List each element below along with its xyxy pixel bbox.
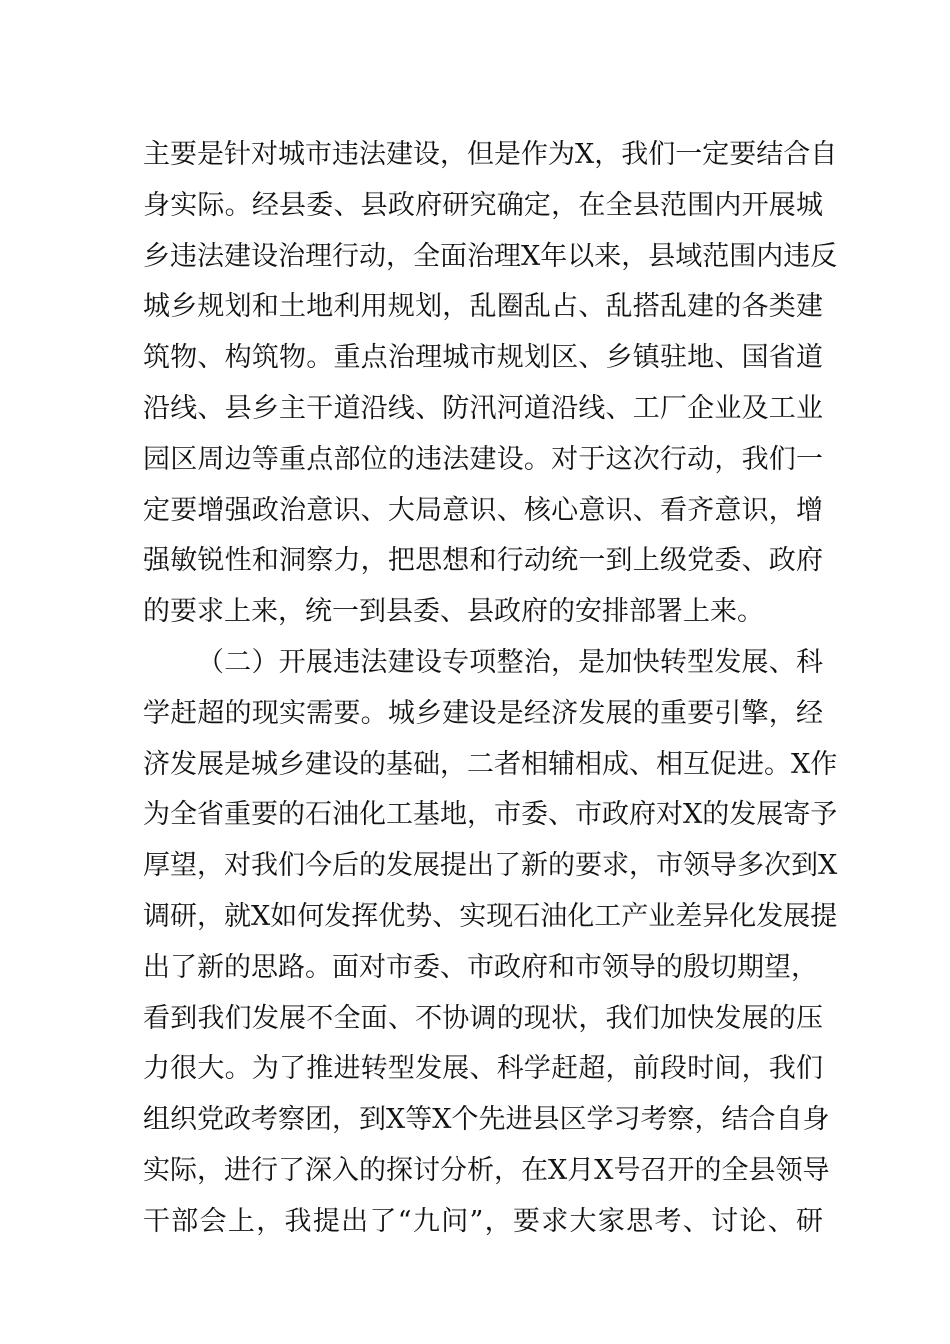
text-line: 城乡规划和土地利用规划，乱圈乱占、乱搭乱建的各类建 [143, 291, 823, 323]
text-line: 沿线、县乡主干道沿线、防汛河道沿线、工厂企业及工业 [143, 392, 823, 424]
text-line: 力很大。为了推进转型发展、科学赶超，前段时间，我们 [143, 1053, 823, 1085]
section-heading-line: （二）开展违法建设专项整治，是加快转型发展、科 [197, 646, 823, 678]
text-line: 厚望，对我们今后的发展提出了新的要求，市领导多次到X [143, 850, 838, 882]
text-line: 筑物、构筑物。重点治理城市规划区、乡镇驻地、国省道 [143, 342, 823, 374]
text-line: 园区周边等重点部位的违法建设。对于这次行动，我们一 [143, 443, 823, 475]
text-line: 主要是针对城市违法建设，但是作为X，我们一定要结合自 [143, 139, 838, 170]
text-line: 济发展是城乡建设的基础，二者相辅相成、相互促进。X作 [143, 748, 838, 780]
text-line: 身实际。经县委、县政府研究确定，在全县范围内开展城 [143, 189, 823, 221]
text-line: 调研，就X如何发挥优势、实现石油化工产业差异化发展提 [143, 900, 838, 932]
text-line: 乡违法建设治理行动，全面治理X年以来，县域范围内违反 [143, 240, 838, 272]
text-line: 出了新的思路。面对市委、市政府和市领导的殷切期望， [143, 951, 818, 983]
text-line: 学赶超的现实需要。城乡建设是经济发展的重要引擎，经 [143, 697, 823, 729]
text-line: 的要求上来，统一到县委、县政府的安排部署上来。 [143, 596, 764, 628]
text-line: 为全省重要的石油化工基地，市委、市政府对X的发展寄予 [143, 799, 838, 831]
text-line: 实际，进行了深入的探讨分析，在X月X号召开的全县领导 [143, 1154, 830, 1186]
text-line: 干部会上，我提出了“九问”，要求大家思考、讨论、研 [143, 1205, 823, 1237]
text-line: 定要增强政治意识、大局意识、核心意识、看齐意识，增 [143, 494, 823, 526]
text-line: 看到我们发展不全面、不协调的现状，我们加快发展的压 [143, 1002, 823, 1034]
body-text [143, 130, 838, 1248]
text-line: 组织党政考察团，到X等X个先进县区学习考察，结合自身 [143, 1104, 830, 1136]
text-line: 强敏锐性和洞察力，把思想和行动统一到上级党委、政府 [143, 545, 823, 577]
